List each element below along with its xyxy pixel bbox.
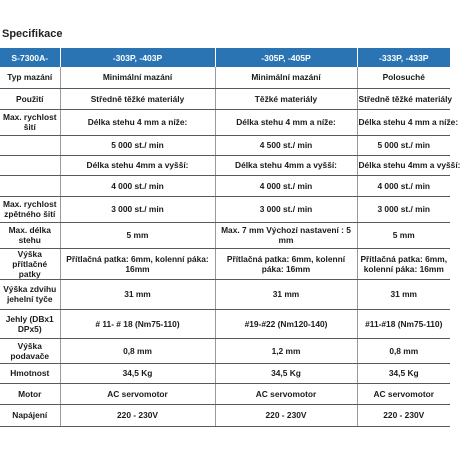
row-label: Použití bbox=[0, 88, 60, 109]
table-row bbox=[0, 88, 450, 109]
table-cell: Délka stehu 4mm a vyšší: bbox=[60, 155, 215, 175]
row-label: Napájení bbox=[0, 404, 60, 426]
column-header: -305P, -405P bbox=[215, 48, 357, 67]
table-cell: Délka stehu 4mm a vyšší: bbox=[357, 155, 450, 175]
table-row bbox=[0, 175, 450, 196]
table-cell: 31 mm bbox=[215, 279, 357, 309]
row-label: Max. rychlost zpětného šití bbox=[0, 196, 60, 222]
table-row bbox=[0, 404, 450, 426]
column-header: -333P, -433P bbox=[357, 48, 450, 67]
table-row bbox=[0, 109, 450, 135]
table-cell: Minimální mazání bbox=[215, 67, 357, 88]
table-cell: 1,2 mm bbox=[215, 338, 357, 363]
row-label: Výška přítlačné patky bbox=[0, 248, 60, 279]
table-cell: 3 000 st./ min bbox=[215, 196, 357, 222]
table-cell: 31 mm bbox=[357, 279, 450, 309]
table-cell: Středně těžké materiály bbox=[357, 88, 450, 109]
table-cell: Délka stehu 4mm a vyšší: bbox=[215, 155, 357, 175]
table-cell: 4 500 st./ min bbox=[215, 135, 357, 155]
column-header: -303P, -403P bbox=[60, 48, 215, 67]
table-cell: 31 mm bbox=[60, 279, 215, 309]
row-label: Jehly (DBx1 DPx5) bbox=[0, 309, 60, 338]
table-cell: 3 000 st./ min bbox=[60, 196, 215, 222]
table-cell: AC servomotor bbox=[60, 383, 215, 404]
column-header: S-7300A- bbox=[0, 48, 60, 67]
table-row bbox=[0, 67, 450, 88]
table-cell: 4 000 st./ min bbox=[215, 175, 357, 196]
table-row bbox=[0, 155, 450, 175]
table-cell: Délka stehu 4 mm a níže: bbox=[60, 109, 215, 135]
row-label: Max. délka stehu bbox=[0, 222, 60, 248]
table-cell: Přítlačná patka: 6mm, kolenní páka: 16mm bbox=[60, 248, 215, 279]
table-cell: # 11- # 18 (Nm75-110) bbox=[60, 309, 215, 338]
table-cell: AC servomotor bbox=[357, 383, 450, 404]
table-row bbox=[0, 279, 450, 309]
row-label: Max. rychlost šití bbox=[0, 109, 60, 135]
table-row bbox=[0, 363, 450, 383]
row-label: Typ mazání bbox=[0, 67, 60, 88]
table-cell: #11-#18 (Nm75-110) bbox=[357, 309, 450, 338]
table-row bbox=[0, 196, 450, 222]
table-cell: 4 000 st./ min bbox=[60, 175, 215, 196]
row-label bbox=[0, 175, 60, 196]
table-cell: Minimální mazání bbox=[60, 67, 215, 88]
table-cell: 34,5 Kg bbox=[357, 363, 450, 383]
table-cell: 5 000 st./ min bbox=[357, 135, 450, 155]
row-label bbox=[0, 155, 60, 175]
table-cell: AC servomotor bbox=[215, 383, 357, 404]
table-cell: 220 - 230V bbox=[60, 404, 215, 426]
row-label: Hmotnost bbox=[0, 363, 60, 383]
table-cell: 220 - 230V bbox=[215, 404, 357, 426]
row-label: Výška zdvihu jehelní tyče bbox=[0, 279, 60, 309]
table-cell: 220 - 230V bbox=[357, 404, 450, 426]
table-cell: Středně těžké materiály bbox=[60, 88, 215, 109]
table-cell: 34,5 Kg bbox=[60, 363, 215, 383]
table-header-row bbox=[0, 48, 450, 67]
table-cell: 5 000 st./ min bbox=[60, 135, 215, 155]
table-row bbox=[0, 309, 450, 338]
table-cell: Těžké materiály bbox=[215, 88, 357, 109]
spec-table bbox=[0, 48, 460, 427]
table-cell: 0,8 mm bbox=[60, 338, 215, 363]
table-cell: Délka stehu 4 mm a níže: bbox=[215, 109, 357, 135]
table-cell: #19-#22 (Nm120-140) bbox=[215, 309, 357, 338]
table-cell: 5 mm bbox=[60, 222, 215, 248]
row-label bbox=[0, 135, 60, 155]
table-cell: 3 000 st./ min bbox=[357, 196, 450, 222]
table-cell: Přítlačná patka: 6mm, kolenní páka: 16mm bbox=[215, 248, 357, 279]
table-row bbox=[0, 135, 450, 155]
table-cell: 5 mm bbox=[357, 222, 450, 248]
table-row bbox=[0, 222, 450, 248]
table-cell: 4 000 st./ min bbox=[357, 175, 450, 196]
table-cell: 34,5 Kg bbox=[215, 363, 357, 383]
table-row bbox=[0, 248, 450, 279]
table-row bbox=[0, 338, 450, 363]
row-label: Výška podavače bbox=[0, 338, 60, 363]
page-title: Specifikace bbox=[2, 28, 63, 40]
table-cell: 0,8 mm bbox=[357, 338, 450, 363]
table-cell: Délka stehu 4 mm a níže: bbox=[357, 109, 450, 135]
table-cell: Polosuché bbox=[357, 67, 450, 88]
row-label: Motor bbox=[0, 383, 60, 404]
table-cell: Přítlačná patka: 6mm, kolenní páka: 16mm bbox=[357, 248, 450, 279]
table-row bbox=[0, 383, 450, 404]
table-cell: Max. 7 mm Výchozí nastavení : 5 mm bbox=[215, 222, 357, 248]
